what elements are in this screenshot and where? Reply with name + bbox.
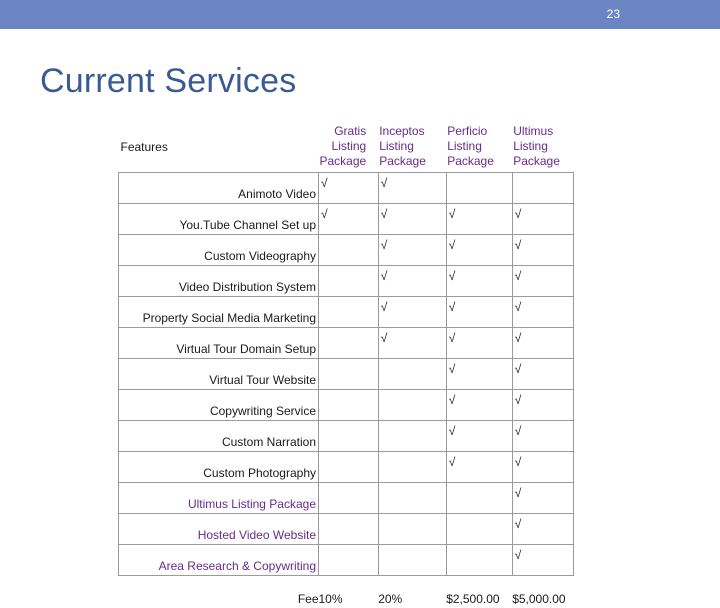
checkmark-cell: √ — [512, 421, 573, 452]
checkmark-cell — [446, 545, 512, 576]
features-header: Features — [119, 121, 319, 173]
feature-label: Virtual Tour Domain Setup — [119, 328, 319, 359]
checkmark-cell: √ — [512, 452, 573, 483]
feature-label: Virtual Tour Website — [119, 359, 319, 390]
checkmark-cell: √ — [446, 390, 512, 421]
table-row — [119, 266, 574, 297]
checkmark-cell: √ — [378, 173, 446, 204]
feature-label: Ultimus Listing Package — [119, 483, 319, 514]
checkmark-cell — [378, 545, 446, 576]
table-row — [119, 204, 574, 235]
table-row — [119, 173, 574, 204]
table-row — [119, 390, 574, 421]
checkmark-cell — [319, 266, 379, 297]
checkmark-cell: √ — [446, 204, 512, 235]
feature-label: You.Tube Channel Set up — [119, 204, 319, 235]
feature-label: Hosted Video Website — [119, 514, 319, 545]
checkmark-cell: √ — [446, 328, 512, 359]
feature-label: Custom Narration — [119, 421, 319, 452]
checkmark-cell: √ — [319, 204, 379, 235]
checkmark-cell — [319, 421, 379, 452]
checkmark-cell: √ — [512, 297, 573, 328]
table-row — [119, 297, 574, 328]
fee-value: 10% — [319, 576, 379, 608]
feature-label: Animoto Video — [119, 173, 319, 204]
checkmark-cell — [319, 452, 379, 483]
feature-label: Custom Photography — [119, 452, 319, 483]
table-row — [119, 452, 574, 483]
feature-label: Property Social Media Marketing — [119, 297, 319, 328]
package-header-perficio: Perficio Listing Package — [446, 121, 512, 173]
table-row — [119, 328, 574, 359]
feature-label: Area Research & Copywriting — [119, 545, 319, 576]
slide-number: 23 — [590, 7, 620, 21]
package-header-inceptos: Inceptos Listing Package — [378, 121, 446, 173]
checkmark-cell: √ — [378, 266, 446, 297]
checkmark-cell — [378, 390, 446, 421]
checkmark-cell — [319, 235, 379, 266]
fee-value: $5,000.00 — [512, 576, 573, 608]
checkmark-cell: √ — [512, 359, 573, 390]
checkmark-cell: √ — [446, 359, 512, 390]
checkmark-cell — [378, 359, 446, 390]
checkmark-cell: √ — [446, 452, 512, 483]
fee-value: 20% — [378, 576, 446, 608]
fee-value: $2,500.00 — [446, 576, 512, 608]
checkmark-cell — [378, 483, 446, 514]
table-row — [119, 545, 574, 576]
checkmark-cell: √ — [512, 266, 573, 297]
slide-header-bar — [0, 0, 720, 29]
checkmark-cell — [319, 390, 379, 421]
checkmark-cell: √ — [512, 235, 573, 266]
checkmark-cell: √ — [446, 266, 512, 297]
checkmark-cell — [446, 173, 512, 204]
table-row — [119, 235, 574, 266]
fee-row — [119, 576, 574, 608]
feature-label: Video Distribution System — [119, 266, 319, 297]
table-header-row — [119, 121, 574, 173]
checkmark-cell — [446, 483, 512, 514]
checkmark-cell — [319, 545, 379, 576]
table-row — [119, 359, 574, 390]
checkmark-cell: √ — [512, 204, 573, 235]
checkmark-cell: √ — [512, 483, 573, 514]
checkmark-cell: √ — [378, 297, 446, 328]
checkmark-cell: √ — [512, 328, 573, 359]
package-header-gratis: Gratis Listing Package — [319, 121, 379, 173]
services-table — [118, 121, 574, 608]
feature-label: Copywriting Service — [119, 390, 319, 421]
checkmark-cell: √ — [512, 545, 573, 576]
table-row — [119, 483, 574, 514]
checkmark-cell: √ — [446, 421, 512, 452]
package-header-ultimus: Ultimus Listing Package — [512, 121, 573, 173]
checkmark-cell: √ — [319, 173, 379, 204]
checkmark-cell: √ — [378, 328, 446, 359]
checkmark-cell — [319, 483, 379, 514]
checkmark-cell — [319, 328, 379, 359]
fee-label: Fee — [119, 576, 319, 608]
checkmark-cell — [319, 359, 379, 390]
checkmark-cell — [512, 173, 573, 204]
feature-label: Custom Videography — [119, 235, 319, 266]
checkmark-cell: √ — [446, 297, 512, 328]
checkmark-cell: √ — [512, 390, 573, 421]
checkmark-cell — [378, 421, 446, 452]
checkmark-cell: √ — [446, 235, 512, 266]
checkmark-cell: √ — [512, 514, 573, 545]
slide-title: Current Services — [40, 62, 296, 101]
checkmark-cell: √ — [378, 235, 446, 266]
table-row — [119, 421, 574, 452]
checkmark-cell — [319, 297, 379, 328]
checkmark-cell: √ — [378, 204, 446, 235]
checkmark-cell — [378, 452, 446, 483]
